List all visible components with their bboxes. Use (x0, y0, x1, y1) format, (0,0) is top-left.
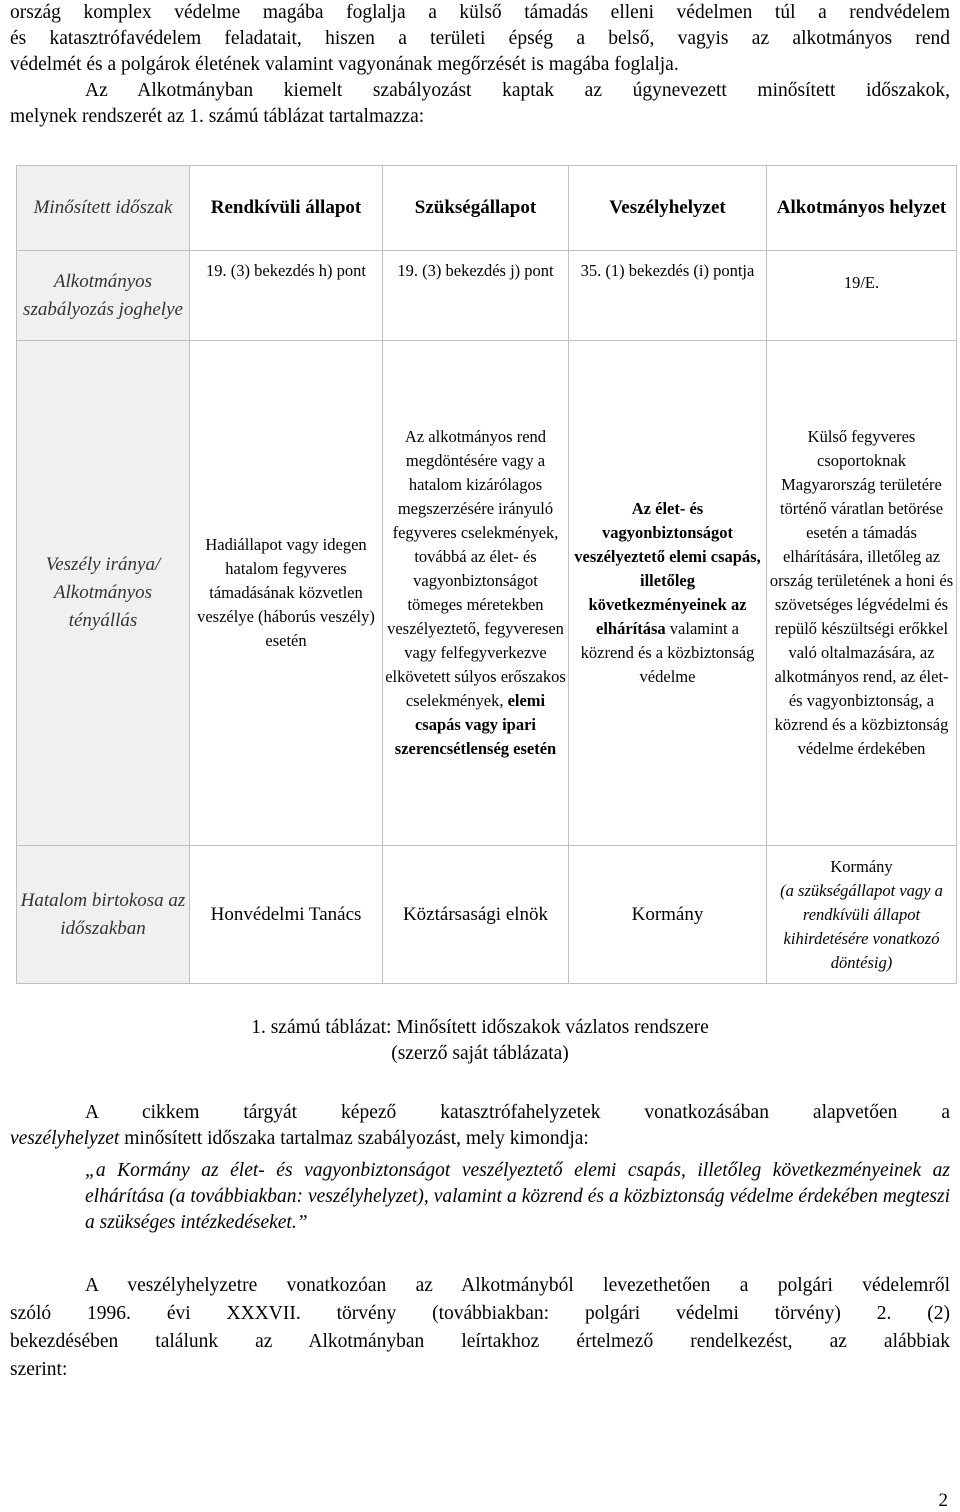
header-szukseg: Szükségállapot (383, 166, 569, 251)
cell-joghely-veszely: 35. (1) bekezdés (i) pontja (569, 251, 767, 341)
intro-line-4: Az Alkotmányban kiemelt szabályozást kaptak az úgynevezett minősített időszakok, (85, 80, 950, 101)
table-caption (0, 1015, 960, 1067)
cell-hatalom-alkotmanyos-italic: (a szükségállapot vagy a rendkívüli állapot kihirdetésére vonatkozó döntésig) (780, 880, 943, 972)
cell-hatalom-veszely: Kormány (569, 846, 767, 984)
cell-tenyallas-alkotmanyos: Külső fegyveres csoportoknak Magyarország területére történő váratlan betörése esetén a támadás elhárítására, illetőleg az ország területének a honi és szövetséges légvédelmi és repülő készültségi erőkkel való oltalmazására, az alkotmányos rend, az élet- és vagyonbiztonság, a közrend és a közbiztonság védelme érdekében (767, 341, 957, 846)
table-row (17, 846, 957, 984)
table-header-row (17, 166, 957, 251)
row-label-tenyallas: Veszély iránya/ Alkotmányos tényállás (17, 341, 190, 846)
para3-line-2: szóló 1996. évi XXXVII. törvény (továbbiakban: polgári védelmi törvény) 2. (2) (10, 1303, 950, 1324)
cell-hatalom-alkotmanyos (767, 846, 957, 984)
para3-line-3: bekezdésében találunk az Alkotmányban leírtakhoz értelmező rendelkezést, az alábbiak (10, 1331, 950, 1352)
cell-tenyallas-szukseg-bold: elemi csapás vagy ipari szerencsétlenség esetén (394, 691, 557, 758)
cell-hatalom-szukseg: Köztársasági elnök (383, 846, 569, 984)
legal-quote (85, 1158, 950, 1236)
para2-line-2 (10, 1126, 950, 1152)
para3-line-4: szerint: (10, 1359, 68, 1380)
cell-tenyallas-veszely (569, 341, 767, 846)
cell-joghely-alkotmanyos: 19/E. (767, 251, 957, 341)
page-number: 2 (938, 1490, 948, 1511)
header-alkotmanyos: Alkotmányos helyzet (767, 166, 957, 251)
para3-line-1: A veszélyhelyzetre vonatkozóan az Alkotmányból levezethetően a polgári védelemről (85, 1275, 950, 1296)
caption-line-1: 1. számú táblázat: Minősített időszakok vázlatos rendszere (251, 1017, 709, 1038)
header-rendkivuli: Rendkívüli állapot (190, 166, 383, 251)
cell-tenyallas-szukseg-text: Az alkotmányos rend megdöntésére vagy a hatalom kizárólagos megszerzésére irányuló fegyveres cselekmények, továbbá az élet- és vagyonbiztonságot tömeges méretekben veszélyeztető, fegyveresen vagy felfegyverkezve elkövetett súlyos erőszakos cselekmények, (385, 427, 566, 710)
cell-hatalom-rendkivuli: Honvédelmi Tanács (190, 846, 383, 984)
table-row (17, 251, 957, 341)
intro-paragraph (10, 0, 950, 130)
cell-tenyallas-rendkivuli: Hadiállapot vagy idegen hatalom fegyveres támadásának közvetlen veszélye (háborús veszély) esetén (190, 341, 383, 846)
intro-line-2: és katasztrófavédelem feladatait, hiszen a területi épség a belső, vagyis az alkotmányos rend (10, 28, 950, 49)
para2-rest: minősített időszaka tartalmaz szabályozást, mely kimondja: (119, 1128, 589, 1149)
quote-text: „a Kormány az élet- és vagyonbiztonságot veszélyeztető elemi csapás, illetőleg következményeinek az elhárítása (a továbbiakban: veszélyhelyzet), valamint a közrend és a közbiztonság védelme érdekében megteszi a szükséges intézkedéseket.” (85, 1160, 950, 1233)
cell-joghely-szukseg: 19. (3) bekezdés j) pont (383, 251, 569, 341)
header-corner: Minősített időszak (17, 166, 190, 251)
row-label-hatalom: Hatalom birtokosa az időszakban (17, 846, 190, 984)
row-label-joghely: Alkotmányos szabályozás joghelye (17, 251, 190, 341)
paragraph-2 (10, 1100, 950, 1152)
para2-italic: veszélyhelyzet (10, 1128, 120, 1149)
intro-line-5: melynek rendszerét az 1. számú táblázat tartalmazza: (10, 106, 425, 127)
intro-line-1: ország komplex védelme magába foglalja a külső támadás elleni védelmen túl a rendvédelem (10, 2, 950, 23)
cell-tenyallas-szukseg (383, 341, 569, 846)
cell-tenyallas-veszely-bold: Az élet- és vagyonbiztonságot veszélyeztető elemi csapás, illetőleg következményeinek az elhárítása (574, 499, 761, 638)
cell-hatalom-alkotmanyos-text: Kormány (830, 856, 893, 876)
header-veszely: Veszélyhelyzet (569, 166, 767, 251)
cell-tenyallas-veszely-text: valamint a közrend és a közbiztonság védelme (580, 619, 755, 686)
intro-line-3: védelmét és a polgárok életének valamint vagyonának megőrzését is magába foglalja. (10, 54, 679, 75)
paragraph-3 (10, 1272, 950, 1384)
qualified-periods-table (16, 165, 957, 984)
para2-line-1: A cikkem tárgyát képező katasztrófahelyzetek vonatkozásában alapvetően a (85, 1102, 950, 1123)
table-row (17, 341, 957, 846)
cell-joghely-rendkivuli: 19. (3) bekezdés h) pont (190, 251, 383, 341)
caption-line-2: (szerző saját táblázata) (391, 1043, 569, 1064)
